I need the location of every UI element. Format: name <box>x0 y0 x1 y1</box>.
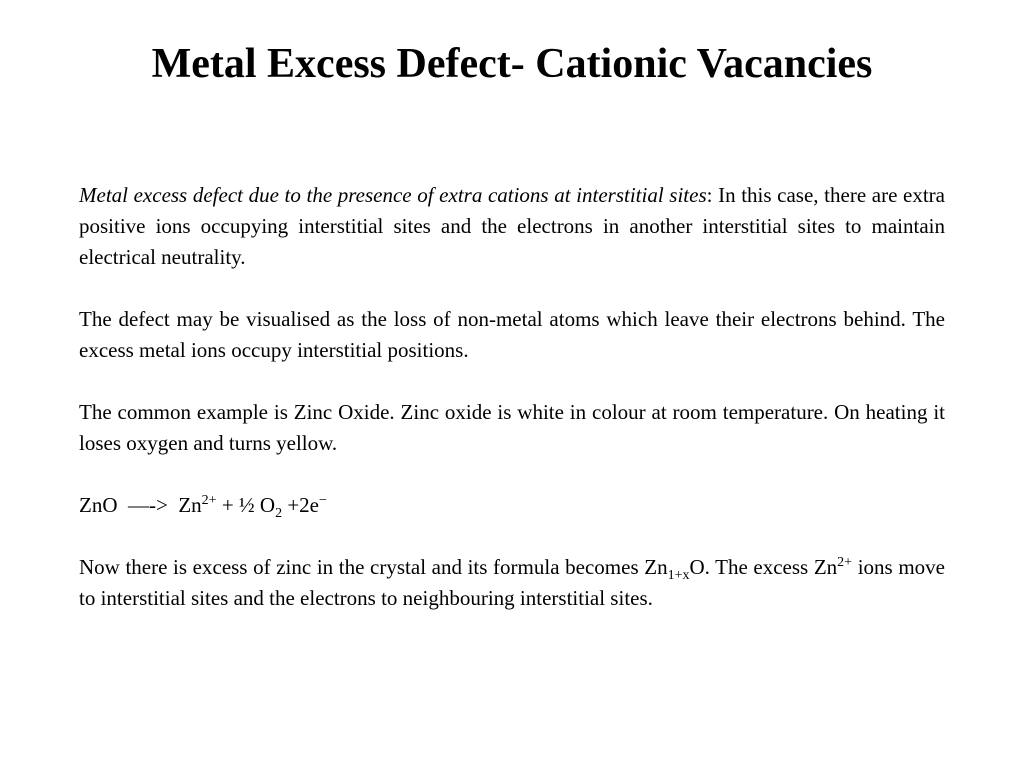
paragraph-text: ions move to interstitial sites and the electrons to neighbouring interstitial sites. <box>79 555 945 610</box>
chemical-equation <box>79 490 945 521</box>
ion-charge-superscript: 2+ <box>837 555 853 570</box>
equation-zinc: Zn <box>178 493 202 517</box>
equation-electrons: +2e <box>282 493 320 517</box>
paragraph-text: : In this case, there are extra positive ions occupying interstitial sites and the electrons in another interstitial sites to maintain electrical neutrality. <box>79 183 945 269</box>
equation-oxygen: + ½ O <box>216 493 276 517</box>
slide-body <box>79 180 945 614</box>
paragraph-defect-visualised: The defect may be visualised as the loss of non-metal atoms which leave their electrons behind. The excess metal ions occupy interstitial positions. <box>79 307 945 362</box>
paragraph-zinc-oxide-example: The common example is Zinc Oxide. Zinc oxide is white in colour at room temperature. On heating it loses oxygen and turns yellow. <box>79 400 945 455</box>
paragraph-text: Now there is excess of zinc in the crystal and its formula becomes Zn <box>79 555 668 579</box>
equation-reactant: ZnO <box>79 493 128 517</box>
equation-zinc-charge: 2+ <box>201 493 217 508</box>
equation-electron-charge: − <box>319 493 327 508</box>
equation-oxygen-subscript: 2 <box>275 506 283 521</box>
equation-arrow: —-> <box>128 493 179 517</box>
paragraph-excess-zinc <box>79 552 945 614</box>
paragraph-interstitial-cations <box>79 180 945 273</box>
formula-subscript: 1+x <box>667 568 690 583</box>
paragraph-text: O. The excess Zn <box>689 555 838 579</box>
paragraph-lead-italic: Metal excess defect due to the presence of extra cations at interstitial sites <box>79 183 707 207</box>
slide-title: Metal Excess Defect- Cationic Vacancies <box>151 41 873 87</box>
